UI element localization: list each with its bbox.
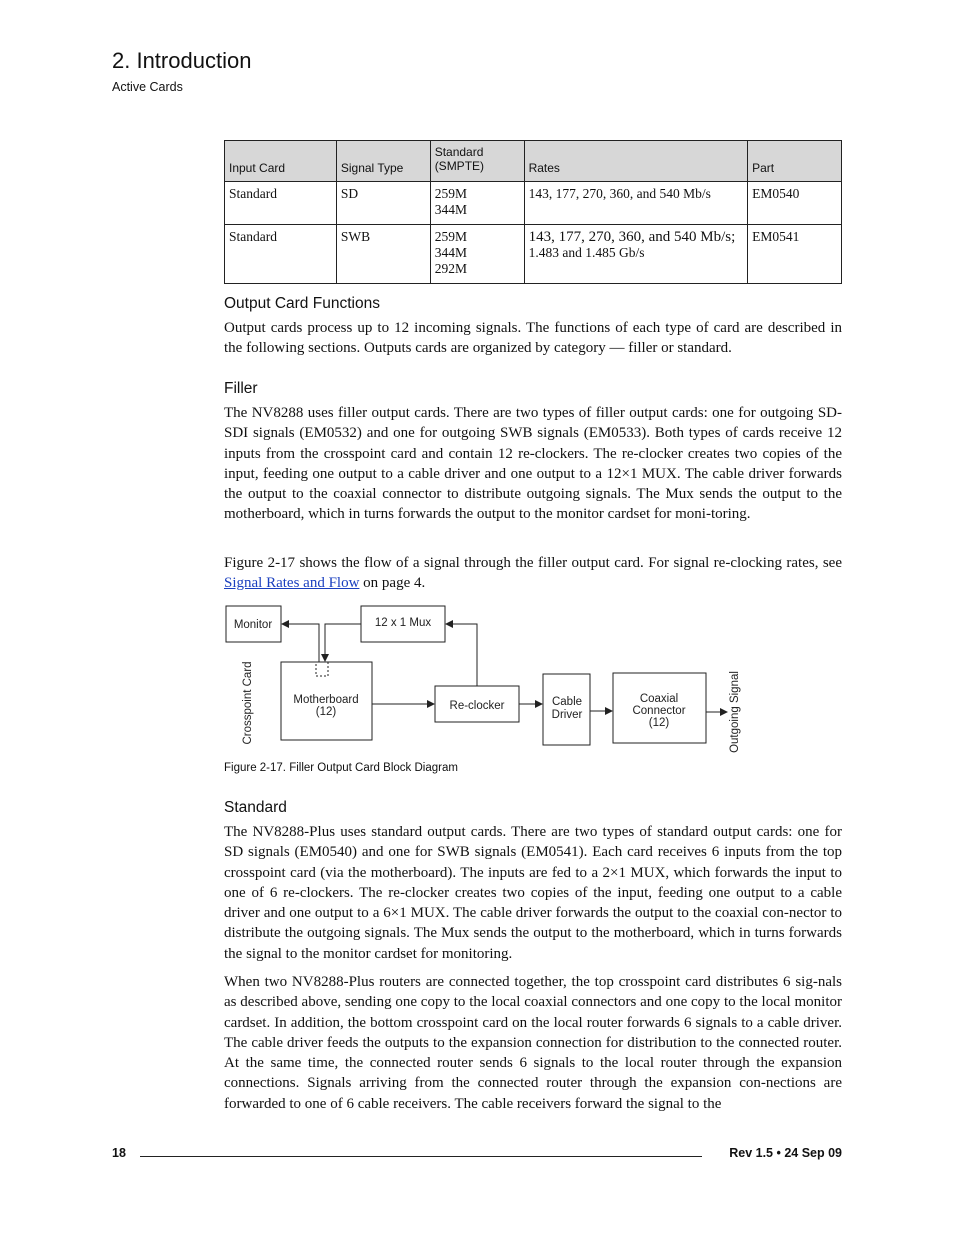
chapter-title: 2. Introduction — [112, 48, 252, 73]
table-cell: Standard — [225, 225, 337, 284]
figure-caption: Figure 2-17. Filler Output Card Block Diagram — [224, 762, 458, 774]
standard-value: 344M — [434, 202, 467, 217]
standard-heading: Standard — [224, 799, 287, 816]
table-row — [225, 182, 842, 225]
column-header — [430, 141, 524, 182]
outgoing-signal-label: Outgoing Signal — [729, 671, 741, 753]
table-cell: SD — [336, 182, 430, 225]
table-cell: EM0540 — [748, 182, 842, 225]
output-functions-heading: Output Card Functions — [224, 295, 380, 312]
column-header: Input Card — [225, 141, 337, 182]
input-card-table — [224, 140, 842, 284]
table-cell — [524, 225, 748, 284]
rates-value: 143, 177, 270, 360, and 540 Mb/s; — [528, 229, 736, 245]
standard-value: 259M — [434, 186, 467, 201]
column-header: Rates — [524, 141, 748, 182]
motherboard-count: (12) — [315, 706, 337, 718]
filler-paragraph-2-tail: on page 4. — [359, 575, 426, 592]
filler-paragraph-1: The NV8288 uses filler output cards. There are two types of filler output cards: one for outgoing SD-SDI signals (EM0532) and one for outgoing SWB signals (EM0533). Both types of cards receive 12 inputs from the crosspoint card and contain 12 re-clockers. The re-clocker creates two copies of the input, feeding one output to a cable driver and one output to a 12×1 MUX. The cable driver forwards the output to the coaxial connector to distribute outgoing signals. The Mux sends the output to the motherboard, which in turns forwards the output to the monitor cardset for moni-toring. — [224, 405, 842, 523]
signal-rates-link[interactable]: Signal Rates and Flow — [224, 575, 360, 592]
cable-driver-label-2: Driver — [551, 709, 583, 721]
coaxial-label: Coaxial — [639, 693, 679, 705]
crosspoint-card-label: Crosspoint Card — [242, 661, 254, 745]
motherboard-label: Motherboard — [293, 694, 359, 706]
filler-paragraph-2-text: Figure 2-17 shows the flow of a signal through the filler output card. For signal re-clocking rates, see — [224, 555, 842, 571]
table-cell — [430, 182, 524, 225]
standard-value: 344M — [434, 245, 467, 260]
rates-value: 143, 177, 270, 360, and 540 Mb/s — [528, 186, 711, 201]
arrow-reclocker-to-mux — [446, 624, 477, 686]
arrow-mux-to-motherboard — [325, 624, 361, 661]
coaxial-label-2: Connector — [632, 705, 686, 717]
coaxial-count: (12) — [648, 717, 670, 729]
table-cell — [430, 225, 524, 284]
rates-extra-value: 1.483 and 1.485 Gb/s — [528, 245, 645, 260]
column-header: Part — [748, 141, 842, 182]
revision-label: Rev 1.5 • 24 Sep 09 — [729, 1146, 842, 1160]
filler-paragraph-2 — [224, 553, 842, 594]
cable-driver-label: Cable — [551, 696, 583, 708]
footer-rule — [140, 1156, 702, 1157]
page-number: 18 — [112, 1146, 126, 1160]
filler-heading: Filler — [224, 380, 258, 397]
table-cell — [524, 182, 748, 225]
section-subtitle: Active Cards — [112, 80, 183, 94]
filler-block-diagram — [224, 600, 754, 760]
standard-value: 259M — [434, 229, 467, 244]
table-header-row — [225, 141, 842, 182]
standard-paragraph-2: When two NV8288-Plus routers are connected together, the top crosspoint card distributes 6 sig-nals as described above, sending one copy to the local coaxial connectors and one copy to the local monitor cardset. In addition, the bottom crosspoint card on the local router forwards 6 signals to a cable driver. The cable driver feeds the outputs to the expansion connection for distribution to the connected router. At the same time, the connected router sends 6 signals to the local router through the expansion connections. Signals arriving from the connected router through the expansion con-nections are forwarded to one of 6 cable receivers. The cable receivers forward the signal to the — [224, 974, 842, 1112]
table-row — [225, 225, 842, 284]
reclocker-label: Re-clocker — [449, 700, 505, 712]
table-cell: SWB — [336, 225, 430, 284]
standard-header-line1: Standard — [434, 145, 484, 159]
standard-header-line2: (SMPTE) — [434, 159, 485, 173]
column-header: Signal Type — [336, 141, 430, 182]
table-cell: Standard — [225, 182, 337, 225]
monitor-label: Monitor — [233, 619, 273, 631]
standard-value: 292M — [434, 261, 467, 276]
output-functions-paragraph: Output cards process up to 12 incoming signals. The functions of each type of card are described in the following sections. Outputs cards are organized by category — filler or standard. — [224, 320, 842, 357]
standard-paragraph-1: The NV8288-Plus uses standard output cards. There are two types of standard output cards: one for SD signals (EM0540) and one for SWB signals (EM0541). Each card receives 6 inputs from the top crosspoint card (via the motherboard). The inputs are fed to a 2×1 MUX, which forwards the input to one of 6 re-clockers. The re-clocker creates two copies of the input, feeding one output to a cable driver and one output to a 6×1 MUX. The cable driver forwards the output to the coaxial con-nector to distribute the outgoing signals. The Mux sends the output to the motherboard, which in turns forwards the signal to the monitor cardset for monitoring. — [224, 824, 842, 962]
table-cell: EM0541 — [748, 225, 842, 284]
mux-label: 12 x 1 Mux — [374, 617, 432, 629]
arrow-motherboard-to-monitor — [282, 624, 319, 662]
